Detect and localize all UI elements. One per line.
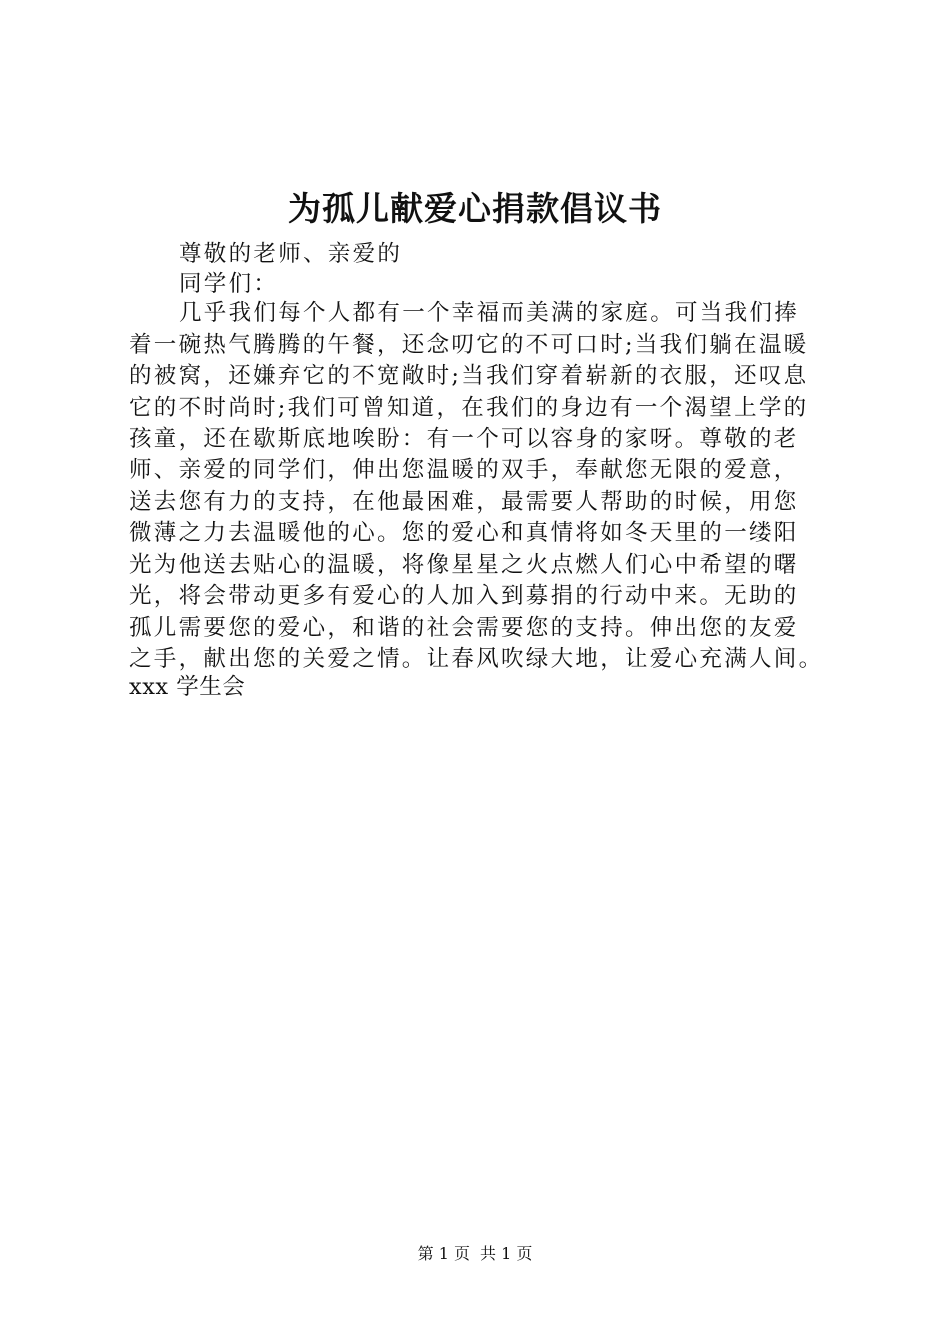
body-line: 光，将会带动更多有爱心的人加入到募捐的行动中来。无助的 <box>129 583 799 609</box>
body-line: 微薄之力去温暖他的心。您的爱心和真情将如冬天里的一缕阳 <box>129 520 799 546</box>
body-line: 几乎我们每个人都有一个幸福而美满的家庭。可当我们捧 <box>179 300 800 326</box>
salutation-line: 同学们： <box>179 271 279 297</box>
body-line: 之手，献出您的关爱之情。让春风吹绿大地，让爱心充满人间。 <box>129 646 824 672</box>
body-line: 它的不时尚时;我们可曾知道，在我们的身边有一个渴望上学的 <box>129 395 809 421</box>
body-line: 送去您有力的支持，在他最困难，最需要人帮助的时候，用您 <box>129 489 799 515</box>
page-footer <box>0 1242 950 1266</box>
body-line: 孩童，还在歇斯底地唉盼：有一个可以容身的家呀。尊敬的老 <box>129 426 799 452</box>
page-number: 第 1 页 <box>417 1244 470 1263</box>
signature: xxx 学生会 <box>129 674 246 700</box>
body-line: 孤儿需要您的爱心，和谐的社会需要您的支持。伸出您的友爱 <box>129 615 799 641</box>
body-line: 光为他送去贴心的温暖，将像星星之火点燃人们心中希望的曙 <box>129 552 799 578</box>
document-title: 为孤儿献爱心捐款倡议书 <box>288 189 662 228</box>
body-line: 的被窝，还嫌弃它的不宽敞时;当我们穿着崭新的衣服，还叹息 <box>129 363 809 389</box>
salutation-line: 尊敬的老师、亲爱的 <box>179 241 403 267</box>
page-count: 共 1 页 <box>480 1244 533 1263</box>
body-line: 师、亲爱的同学们，伸出您温暖的双手，奉献您无限的爱意， <box>129 457 799 483</box>
body-line: 着一碗热气腾腾的午餐，还念叨它的不可口时;当我们躺在温暖 <box>129 332 809 358</box>
